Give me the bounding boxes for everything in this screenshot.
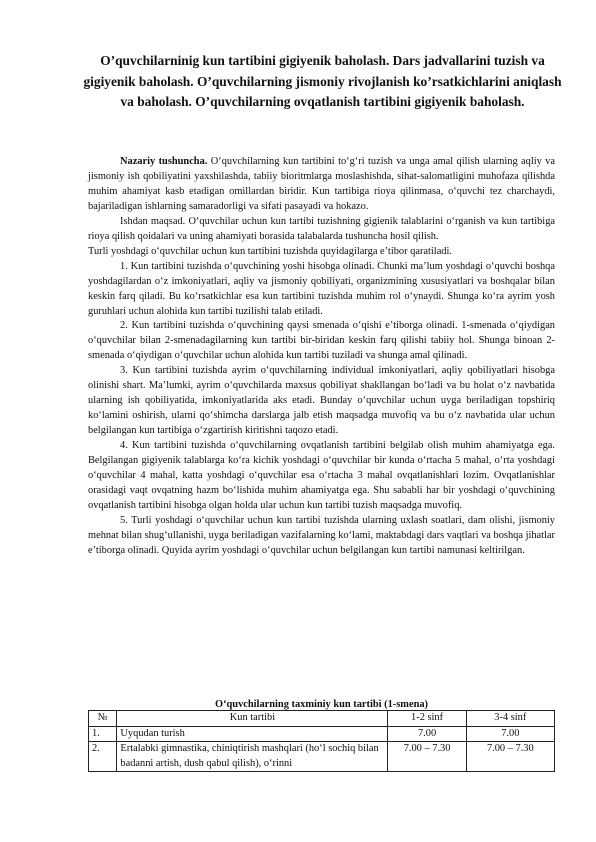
theory-text: O‘quvchilarning kun tartibini to‘g‘ri tuzish va unga amal qilish ularning aqliy va jismoniy ish qobiliyatini yaxshilashda, tabiiy bioritmlarga moslashishda, sihat-salomatligini muhofaza qilishda muhim ahamiyat kasb etadigan omillardan biridir. Kun tartibiga rioya qilinmasa, o‘quvchi tez charchaydi, bajariladigan ishlarning samaradorligi va sifati pasayadi va hokazo. [88,156,555,212]
document-body [88,155,555,559]
row-number: 1. [89,726,117,742]
row-task: Uyqudan turish [117,726,388,742]
header-number: № [89,711,117,727]
paragraph-point-2: 2. Kun tartibini tuzishda o‘quvchining qaysi smenada o‘qishi e’tiborga olinadi. 1-smenada o‘qiydigan o‘quvchilar bilan 2-smenadagilarning kun tartibi bir-biridan keskin farq qilishi tabiiy hol. Shunga binoan 2-smenada o‘qiydigan o‘quvchilar uchun alohida kun tartibi tuziladi va shunga amal qilinadi. [88,320,555,362]
table-row [89,726,555,742]
row-grade-3-4: 7.00 – 7.30 [466,742,554,772]
row-grade-3-4: 7.00 [466,726,554,742]
header-schedule: Kun tartibi [117,711,388,727]
row-grade-1-2: 7.00 – 7.30 [388,742,466,772]
header-grade-3-4: 3-4 sinf [466,711,554,727]
table-header-row [89,711,555,727]
row-task: Ertalabki gimnastika, chiniqtirish mashqlari (ho‘l sochiq bilan badanni artish, dush qabul qilish), o‘rinni [117,742,388,772]
row-number: 2. [89,742,117,772]
paragraph-goal: Ishdan maqsad. O‘quvchilar uchun kun tartibi tuzishning gigienik talablarini o‘rganish va kun tartibiga rioya qilish qoidalari va uning ahamiyati borasida talabalarda tushuncha hosil qilish. [88,215,555,242]
row-grade-1-2: 7.00 [388,726,466,742]
table-row [89,742,555,772]
schedule-table [88,710,555,772]
paragraph-theory [88,155,555,215]
theory-lead: Nazariy tushuncha. [120,156,208,167]
paragraph-point-1: 1. Kun tartibini tuzishda o‘quvchining yoshi hisobga olinadi. Chunki ma’lum yoshdagi o‘quvchi boshqa yoshdagilardan o‘z imkoniyatlari, aqliy va jismoniy qobiliyati, organizmining xususiyatlari va boshqalar bilan keskin farq qiladi. Bu ko‘rsatkichlar esa kun tartibini tuzishda muhim rol o‘ynaydi. Shunga ko‘ra ayrim yosh guruhlari uchun alohida kun tartibi tuzilishi talab etiladi. [88,260,555,317]
paragraph-point-3: 3. Kun tartibini tuzishda ayrim o‘quvchilarning individual imkoniyatlari, aqliy qobiliyatlari hisobga olinishi shart. Ma’lumki, ayrim o‘quvchilarda maxsus qobiliyat shakllangan bo‘ladi va bu holat o‘z navbatida ularning ish qobiliyatida, imkoniyatlarida aks etadi. Bunday o‘quvchilar uchun uyga beriladigan topshiriq ko‘lamini oshirish, ularni qo‘shimcha darslarga jalb etish maqsadga muvofiq va bu o‘z navbatida ular uchun belgilangan kun tartibiga o‘zgartirish kiritishni taqozo etadi. [88,365,555,437]
paragraph-intro: Turli yoshdagi o‘quvchilar uchun kun tartibini tuzishda quyidagilarga e’tibor qaratiladi. [88,245,452,257]
table-caption: O‘quvchilarning taxminiy kun tartibi (1-smena) [214,699,429,710]
paragraph-point-4: 4. Kun tartibini tuzishda o‘quvchilarning ovqatlanish tartibini belgilab olish muhim ahamiyatga ega. Belgilangan gigiyenik talablarga ko‘ra kichik yoshdagi o‘quvchilar bir kunda o‘rtacha 5 mahal, o‘rta yoshdagi o‘quvchilar 4 mahal, katta yoshdagi o‘quvchilar esa o‘rtacha 3 mahal ovqatlanishlari lozim. Ovqatlanishlar orasidagi vaqt ovqatning hazm bo‘lishida muhim ahamiyatga ega. Shu sababli har bir yoshdagi o‘quvchining ovqatlanish tartibini hisobga olgan holda ular uchun kun tartibi tuzish maqsadga muvofiq. [88,440,555,511]
paragraph-point-5: 5. Turli yoshdagi o‘quvchilar uchun kun tartibi tuzishda ularning uxlash soatlari, dam olishi, jismoniy mehnat bilan shug‘ullanishi, uyga beriladigan vazifalarning ko‘lami, maktabdagi dars vaqtlari va boshqa jihatlar e’tiborga olinadi. Quyida ayrim yoshdagi o‘quvchilar uchun belgilangan kun tartibi namunasi keltirilgan. [88,514,555,556]
page-title: O’quvchilarninig kun tartibini gigiyenik baholash. Dars jadvallarini tuzish va gigiyenik baholash. O’quvchilarning jismoniy rivojlanish ko’rsatkichlarini aniqlash va baholash. O’quvchilarning ovqatlanish tartibini gigiyenik baholash. [83,53,562,109]
header-grade-1-2: 1-2 sinf [388,711,466,727]
